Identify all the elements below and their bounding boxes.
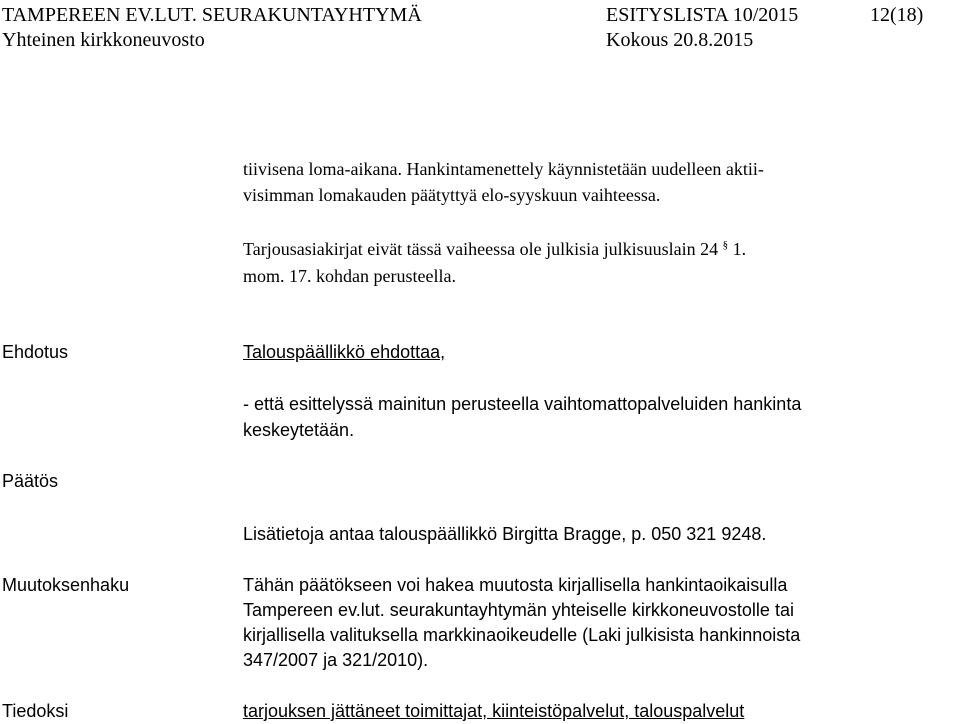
header-agenda: ESITYSLISTA 10/2015 <box>606 4 799 26</box>
header-meeting: Kokous 20.8.2015 <box>606 29 754 51</box>
section-sign: § <box>722 239 729 251</box>
proposal-label: Ehdotus <box>2 342 69 362</box>
header-org: TAMPEREEN EV.LUT. SEURAKUNTAYHTYMÄ <box>2 4 422 26</box>
info-line: Lisätietoja antaa talouspäällikkö Birgitta Bragge, p. 050 321 9248. <box>243 524 767 544</box>
appeal-line2: Tampereen ev.lut. seurakuntayhtymän yhteiselle kirkkoneuvostolle tai <box>243 600 794 620</box>
header-page-number: 12(18) <box>870 4 924 26</box>
para2-line2: mom. 17. kohdan perusteella. <box>243 266 456 286</box>
appeal-line1: Tähän päätökseen voi hakea muutosta kirjallisella hankintaoikaisulla <box>243 575 788 595</box>
proposal-line2: keskeytetään. <box>243 420 355 440</box>
appeal-label: Muutoksenhaku <box>2 575 130 595</box>
notice-text: tarjouksen jättäneet toimittajat, kiinteistöpalvelut, talouspalvelut <box>243 701 745 721</box>
para2-text-b: 1. <box>728 239 747 259</box>
para2-text-a: Tarjousasiakirjat eivät tässä vaiheessa ole julkisia julkisuuslain 24 <box>243 239 723 259</box>
proposal-line1: - että esittelyssä mainitun perusteella vaihtomattopalveluiden hankinta <box>243 394 802 414</box>
appeal-line3: kirjallisella valituksella markkinaoikeudelle (Laki julkisista hankinnoista <box>243 625 801 645</box>
notice-label: Tiedoksi <box>2 701 69 721</box>
header-body-name: Yhteinen kirkkoneuvosto <box>2 29 205 51</box>
decision-label: Päätös <box>2 471 59 491</box>
para2-line1 <box>243 238 746 260</box>
para1-line2: visimman lomakauden päätyttyä elo-syyskuun vaihteessa. <box>243 185 661 205</box>
appeal-line4: 347/2007 ja 321/2010). <box>243 650 429 670</box>
para1-line1: tiivisena loma-aikana. Hankintamenettely käynnistetään uudelleen aktii- <box>243 159 764 179</box>
proposal-heading: Talouspäällikkö ehdottaa, <box>243 342 446 362</box>
